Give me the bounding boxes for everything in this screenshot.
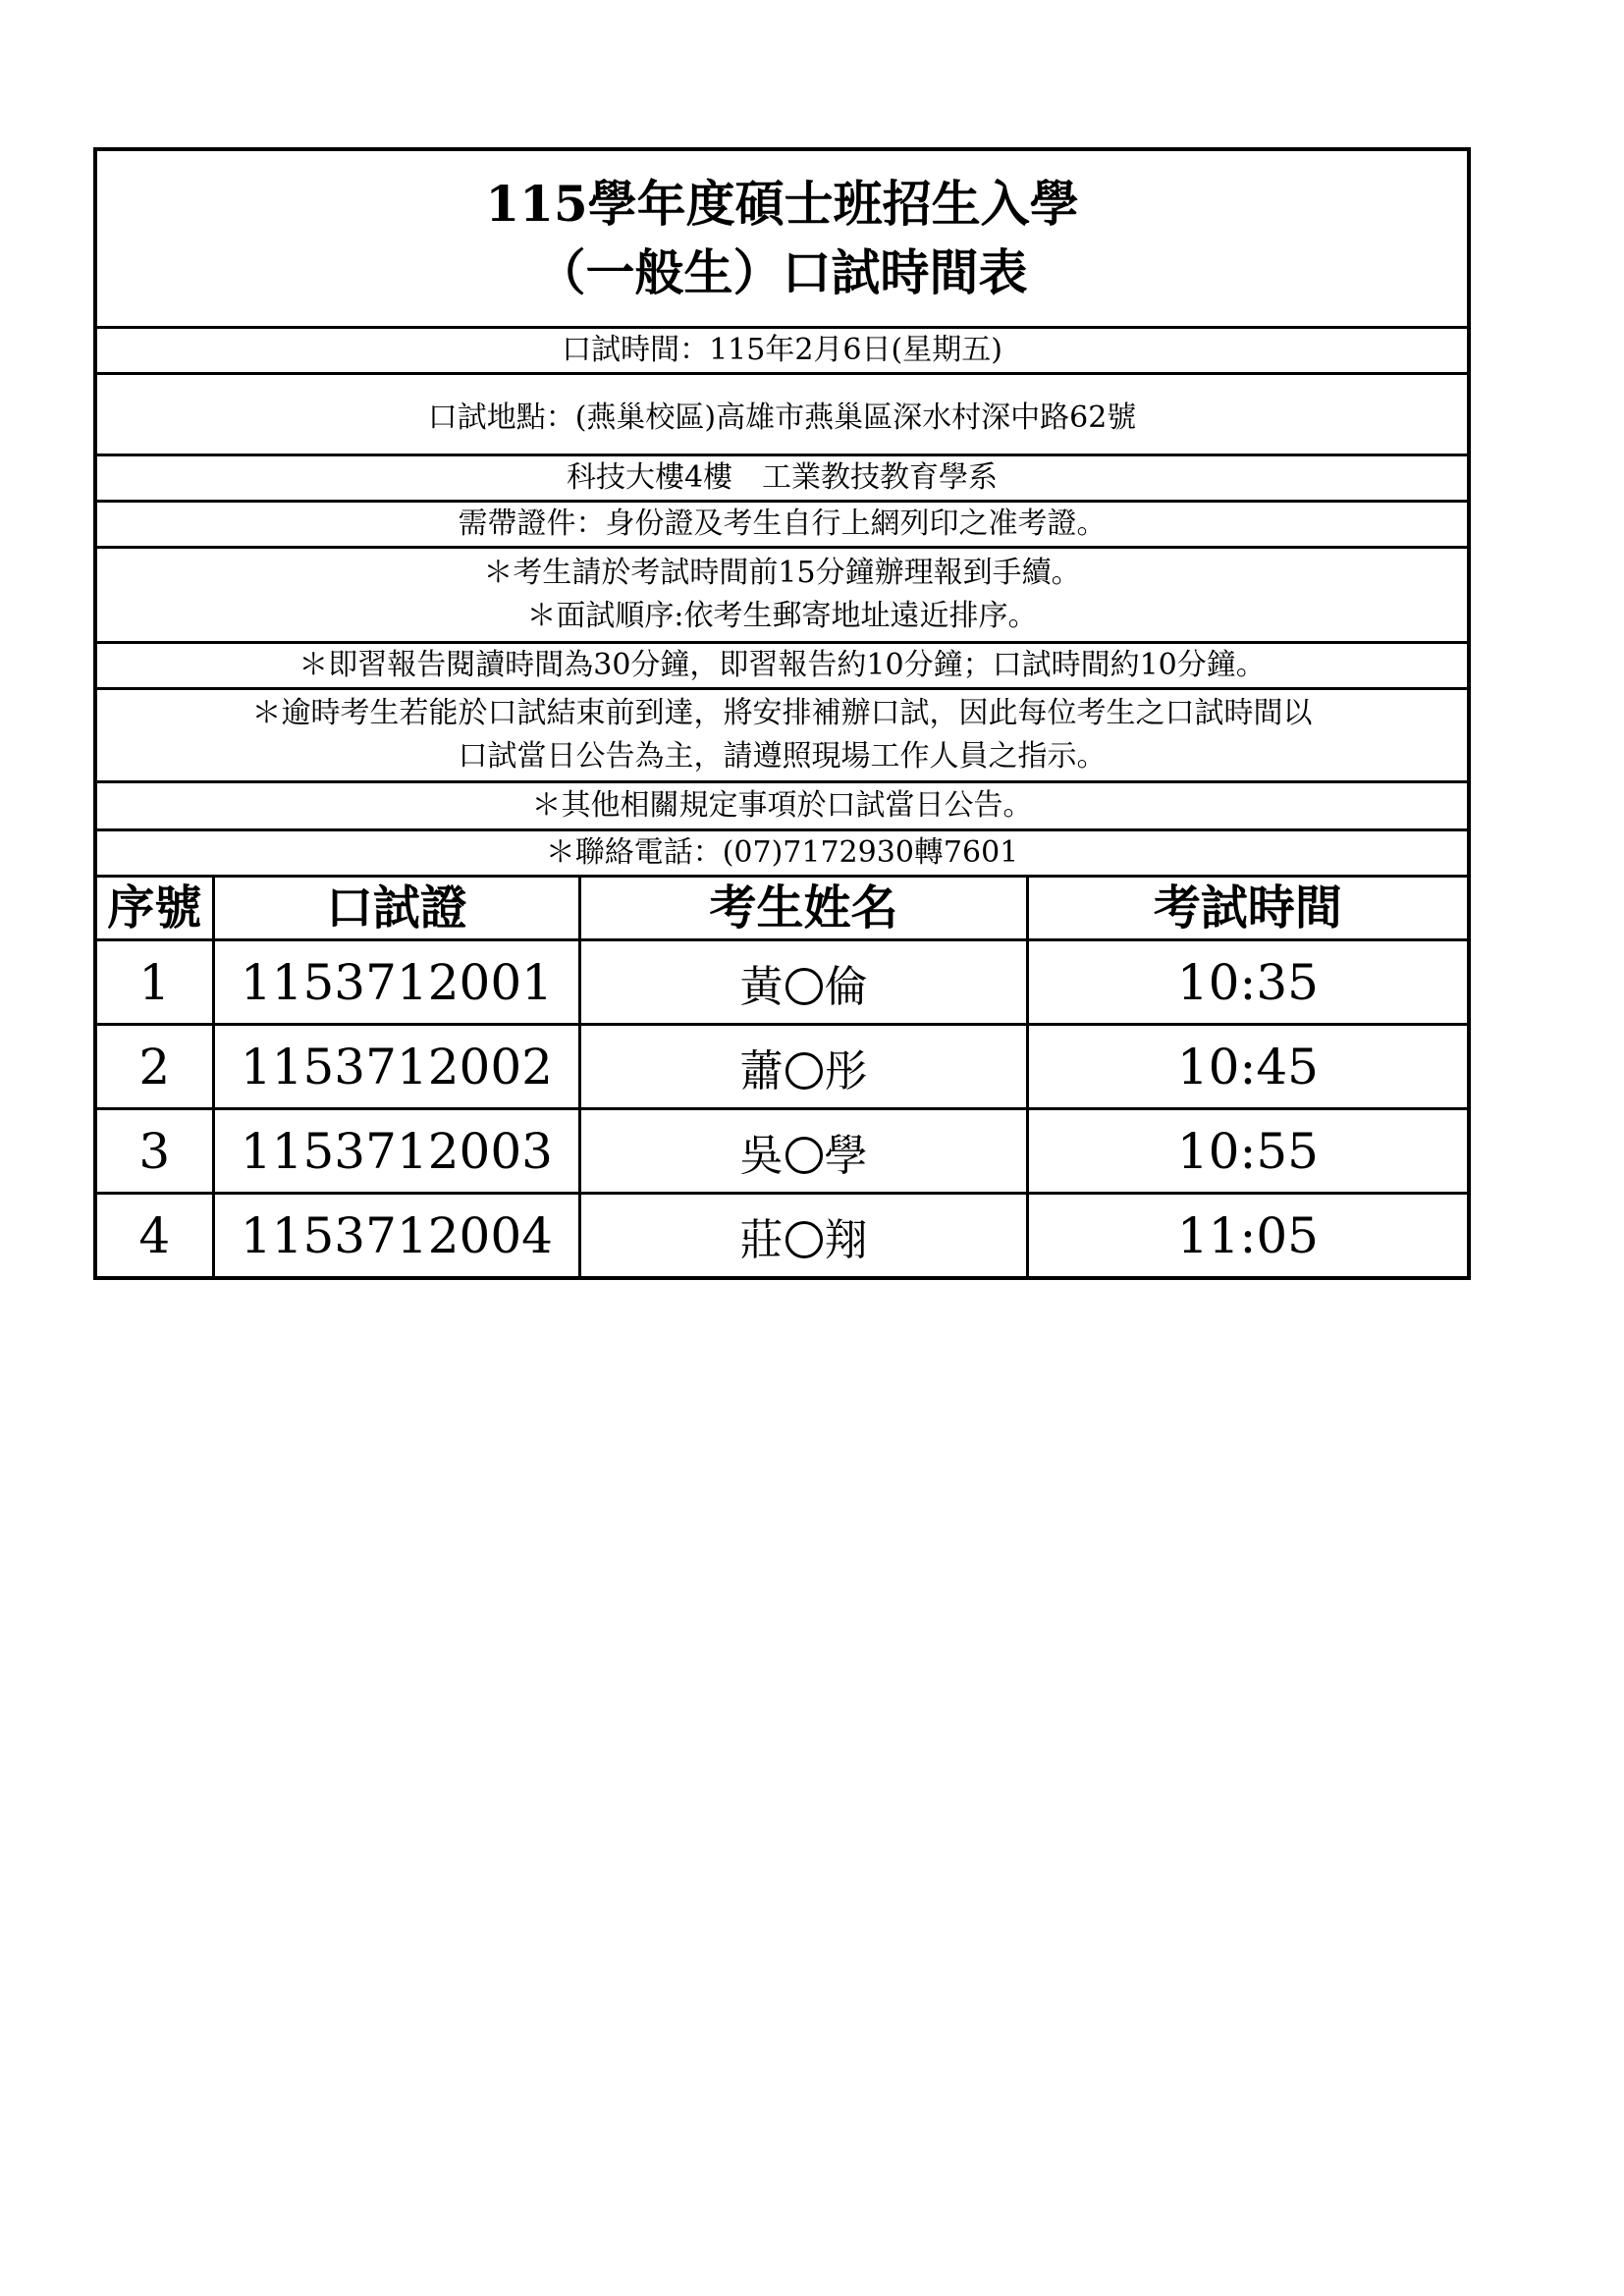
masked-circle-icon <box>785 1221 823 1258</box>
row-exam-time: 10:45 <box>1027 1025 1469 1109</box>
name-first: 吳 <box>739 1130 784 1181</box>
exam-location: 口試地點：(燕巢校區)高雄市燕巢區深水村深中路62號 <box>95 374 1469 455</box>
masked-circle-icon <box>785 968 823 1005</box>
header-exam-id: 口試證 <box>213 877 580 940</box>
late-arrival-notice <box>95 689 1469 782</box>
row-seq: 2 <box>95 1025 213 1109</box>
table-row <box>95 1025 1469 1109</box>
row-exam-id: 1153712003 <box>213 1109 580 1194</box>
contact-phone: ＊聯絡電話：(07)7172930轉7601 <box>95 830 1469 877</box>
row-exam-time: 11:05 <box>1027 1194 1469 1279</box>
name-first: 蕭 <box>739 1045 784 1096</box>
row-candidate-name <box>580 940 1028 1025</box>
exam-building: 科技大樓4樓 工業教技教育學系 <box>95 455 1469 502</box>
required-documents: 需帶證件：身份證及考生自行上網列印之准考證。 <box>95 502 1469 548</box>
row-candidate-name <box>580 1194 1028 1279</box>
title-row <box>95 149 1469 328</box>
other-notice: ＊其他相關規定事項於口試當日公告。 <box>95 782 1469 830</box>
title-line-2: （一般生）口試時間表 <box>536 243 1028 301</box>
header-seq: 序號 <box>95 877 213 940</box>
name-first: 莊 <box>739 1214 784 1265</box>
table-header-row <box>95 877 1469 940</box>
row-seq: 4 <box>95 1194 213 1279</box>
table-row <box>95 1194 1469 1279</box>
row-candidate-name <box>580 1109 1028 1194</box>
duration-notice: ＊即習報告閱讀時間為30分鐘，即習報告約10分鐘；口試時間約10分鐘。 <box>95 643 1469 689</box>
row-candidate-name <box>580 1025 1028 1109</box>
name-last: 翔 <box>824 1214 868 1265</box>
row-seq: 3 <box>95 1109 213 1194</box>
title-line-1: 115學年度碩士班招生入學 <box>485 175 1079 233</box>
masked-circle-icon <box>785 1137 823 1174</box>
report-notice <box>95 548 1469 643</box>
name-last: 彤 <box>824 1045 868 1096</box>
row-exam-id: 1153712004 <box>213 1194 580 1279</box>
page-title <box>95 149 1469 328</box>
header-exam-time: 考試時間 <box>1027 877 1469 940</box>
name-first: 黃 <box>739 961 784 1012</box>
row-exam-time: 10:35 <box>1027 940 1469 1025</box>
late-notice-line-2: 口試當日公告為主，請遵照現場工作人員之指示。 <box>458 739 1107 774</box>
table-row <box>95 1109 1469 1194</box>
report-notice-line-2: ＊面試順序:依考生郵寄地址遠近排序。 <box>526 599 1038 633</box>
row-exam-id: 1153712001 <box>213 940 580 1025</box>
row-exam-id: 1153712002 <box>213 1025 580 1109</box>
exam-date: 口試時間：115年2月6日(星期五) <box>95 328 1469 374</box>
late-notice-line-1: ＊逾時考生若能於口試結束前到達，將安排補辦口試，因此每位考生之口試時間以 <box>251 696 1313 730</box>
exam-schedule-sheet <box>93 147 1471 1280</box>
schedule-table <box>93 147 1471 1280</box>
header-candidate-name: 考生姓名 <box>580 877 1028 940</box>
table-row <box>95 940 1469 1025</box>
name-last: 倫 <box>824 961 868 1012</box>
masked-circle-icon <box>785 1052 823 1090</box>
name-last: 學 <box>824 1130 868 1181</box>
report-notice-line-1: ＊考生請於考試時間前15分鐘辦理報到手續。 <box>483 556 1081 590</box>
row-seq: 1 <box>95 940 213 1025</box>
row-exam-time: 10:55 <box>1027 1109 1469 1194</box>
